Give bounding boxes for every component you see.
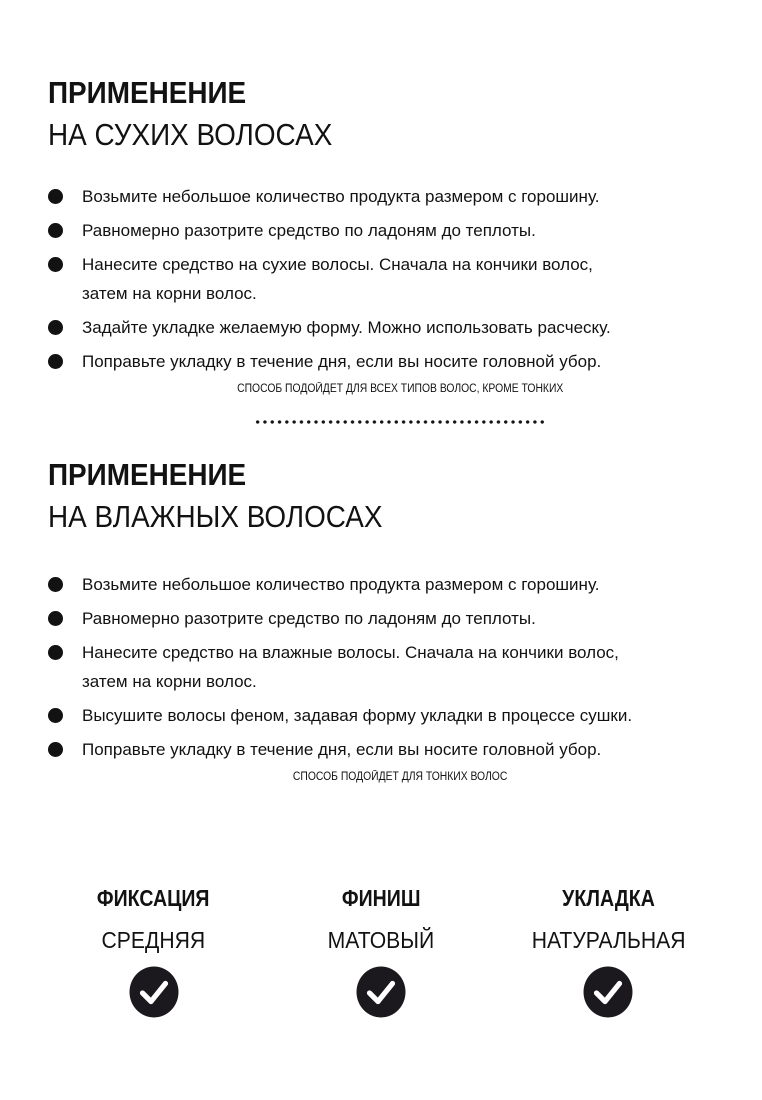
section-title-word: ПРИМЕНЕНИЕ <box>48 457 247 492</box>
property-value: МАТОВЫЙ <box>327 927 435 953</box>
bullet-icon <box>48 577 63 592</box>
step-text: Возьмите небольшое количество продукта размером с горошину. <box>82 187 600 206</box>
bullet-icon <box>48 320 63 335</box>
step-item <box>48 570 752 599</box>
step-text: Нанесите средство на сухие волосы. Сначала на кончики волос, <box>82 255 593 274</box>
steps-list <box>48 570 752 764</box>
step-text: Поправьте укладку в течение дня, если вы носите головной убор. <box>82 352 602 371</box>
step-text: Высушите волосы феном, задавая форму укладки в процессе сушки. <box>82 706 633 725</box>
property-label: УКЛАДКА <box>562 885 655 911</box>
section-title <box>48 72 752 156</box>
step-text: Задайте укладке желаемую форму. Можно использовать расческу. <box>82 318 611 337</box>
step-item <box>48 216 752 245</box>
step-item <box>48 735 752 764</box>
step-item <box>48 638 752 696</box>
step-text: Нанесите средство на влажные волосы. Сначала на кончики волос, <box>82 643 619 662</box>
bullet-icon <box>48 645 63 660</box>
check-icon <box>495 966 722 1018</box>
section-title-subline: НА СУХИХ ВОЛОСАХ <box>48 117 333 152</box>
steps-list <box>48 182 752 376</box>
bullet-icon <box>48 257 63 272</box>
property-fixation <box>40 884 267 1018</box>
property-value: СРЕДНЯЯ <box>101 927 206 953</box>
step-item <box>48 250 752 308</box>
step-item <box>48 313 752 342</box>
step-text: Равномерно разотрите средство по ладоням до теплоты. <box>82 609 536 628</box>
check-icon <box>40 966 267 1018</box>
step-text: затем на корни волос. <box>82 284 257 303</box>
note-text: СПОСОБ ПОДОЙДЕТ ДЛЯ ТОНКИХ ВОЛОС <box>292 771 508 783</box>
step-item <box>48 604 752 633</box>
bullet-icon <box>48 189 63 204</box>
step-item <box>48 347 752 376</box>
step-text: Возьмите небольшое количество продукта размером с горошину. <box>82 575 600 594</box>
section-title <box>48 454 752 538</box>
section-wet-hair <box>48 454 752 784</box>
step-text: Поправьте укладку в течение дня, если вы носите головной убор. <box>82 740 602 759</box>
section-title-subline: НА ВЛАЖНЫХ ВОЛОСАХ <box>48 499 383 534</box>
note-text: СПОСОБ ПОДОЙДЕТ ДЛЯ ВСЕХ ТИПОВ ВОЛОС, КРОМЕ ТОНКИХ <box>236 383 564 395</box>
bullet-icon <box>48 611 63 626</box>
bullet-icon <box>48 708 63 723</box>
property-label: ФИНИШ <box>341 885 421 911</box>
bullet-icon <box>48 223 63 238</box>
section-title-word: ПРИМЕНЕНИЕ <box>48 75 247 110</box>
property-finish <box>267 884 494 1018</box>
properties-row <box>0 884 762 1018</box>
step-item <box>48 182 752 211</box>
bullet-icon <box>48 742 63 757</box>
section-dry-hair <box>48 72 752 424</box>
step-text: затем на корни волос. <box>82 672 257 691</box>
property-styling <box>495 884 722 1018</box>
dotted-divider <box>254 420 546 424</box>
property-value: НАТУРАЛЬНАЯ <box>531 927 686 953</box>
bullet-icon <box>48 354 63 369</box>
step-item <box>48 701 752 730</box>
check-icon <box>267 966 494 1018</box>
step-text: Равномерно разотрите средство по ладоням до теплоты. <box>82 221 536 240</box>
property-label: ФИКСАЦИЯ <box>97 885 210 911</box>
